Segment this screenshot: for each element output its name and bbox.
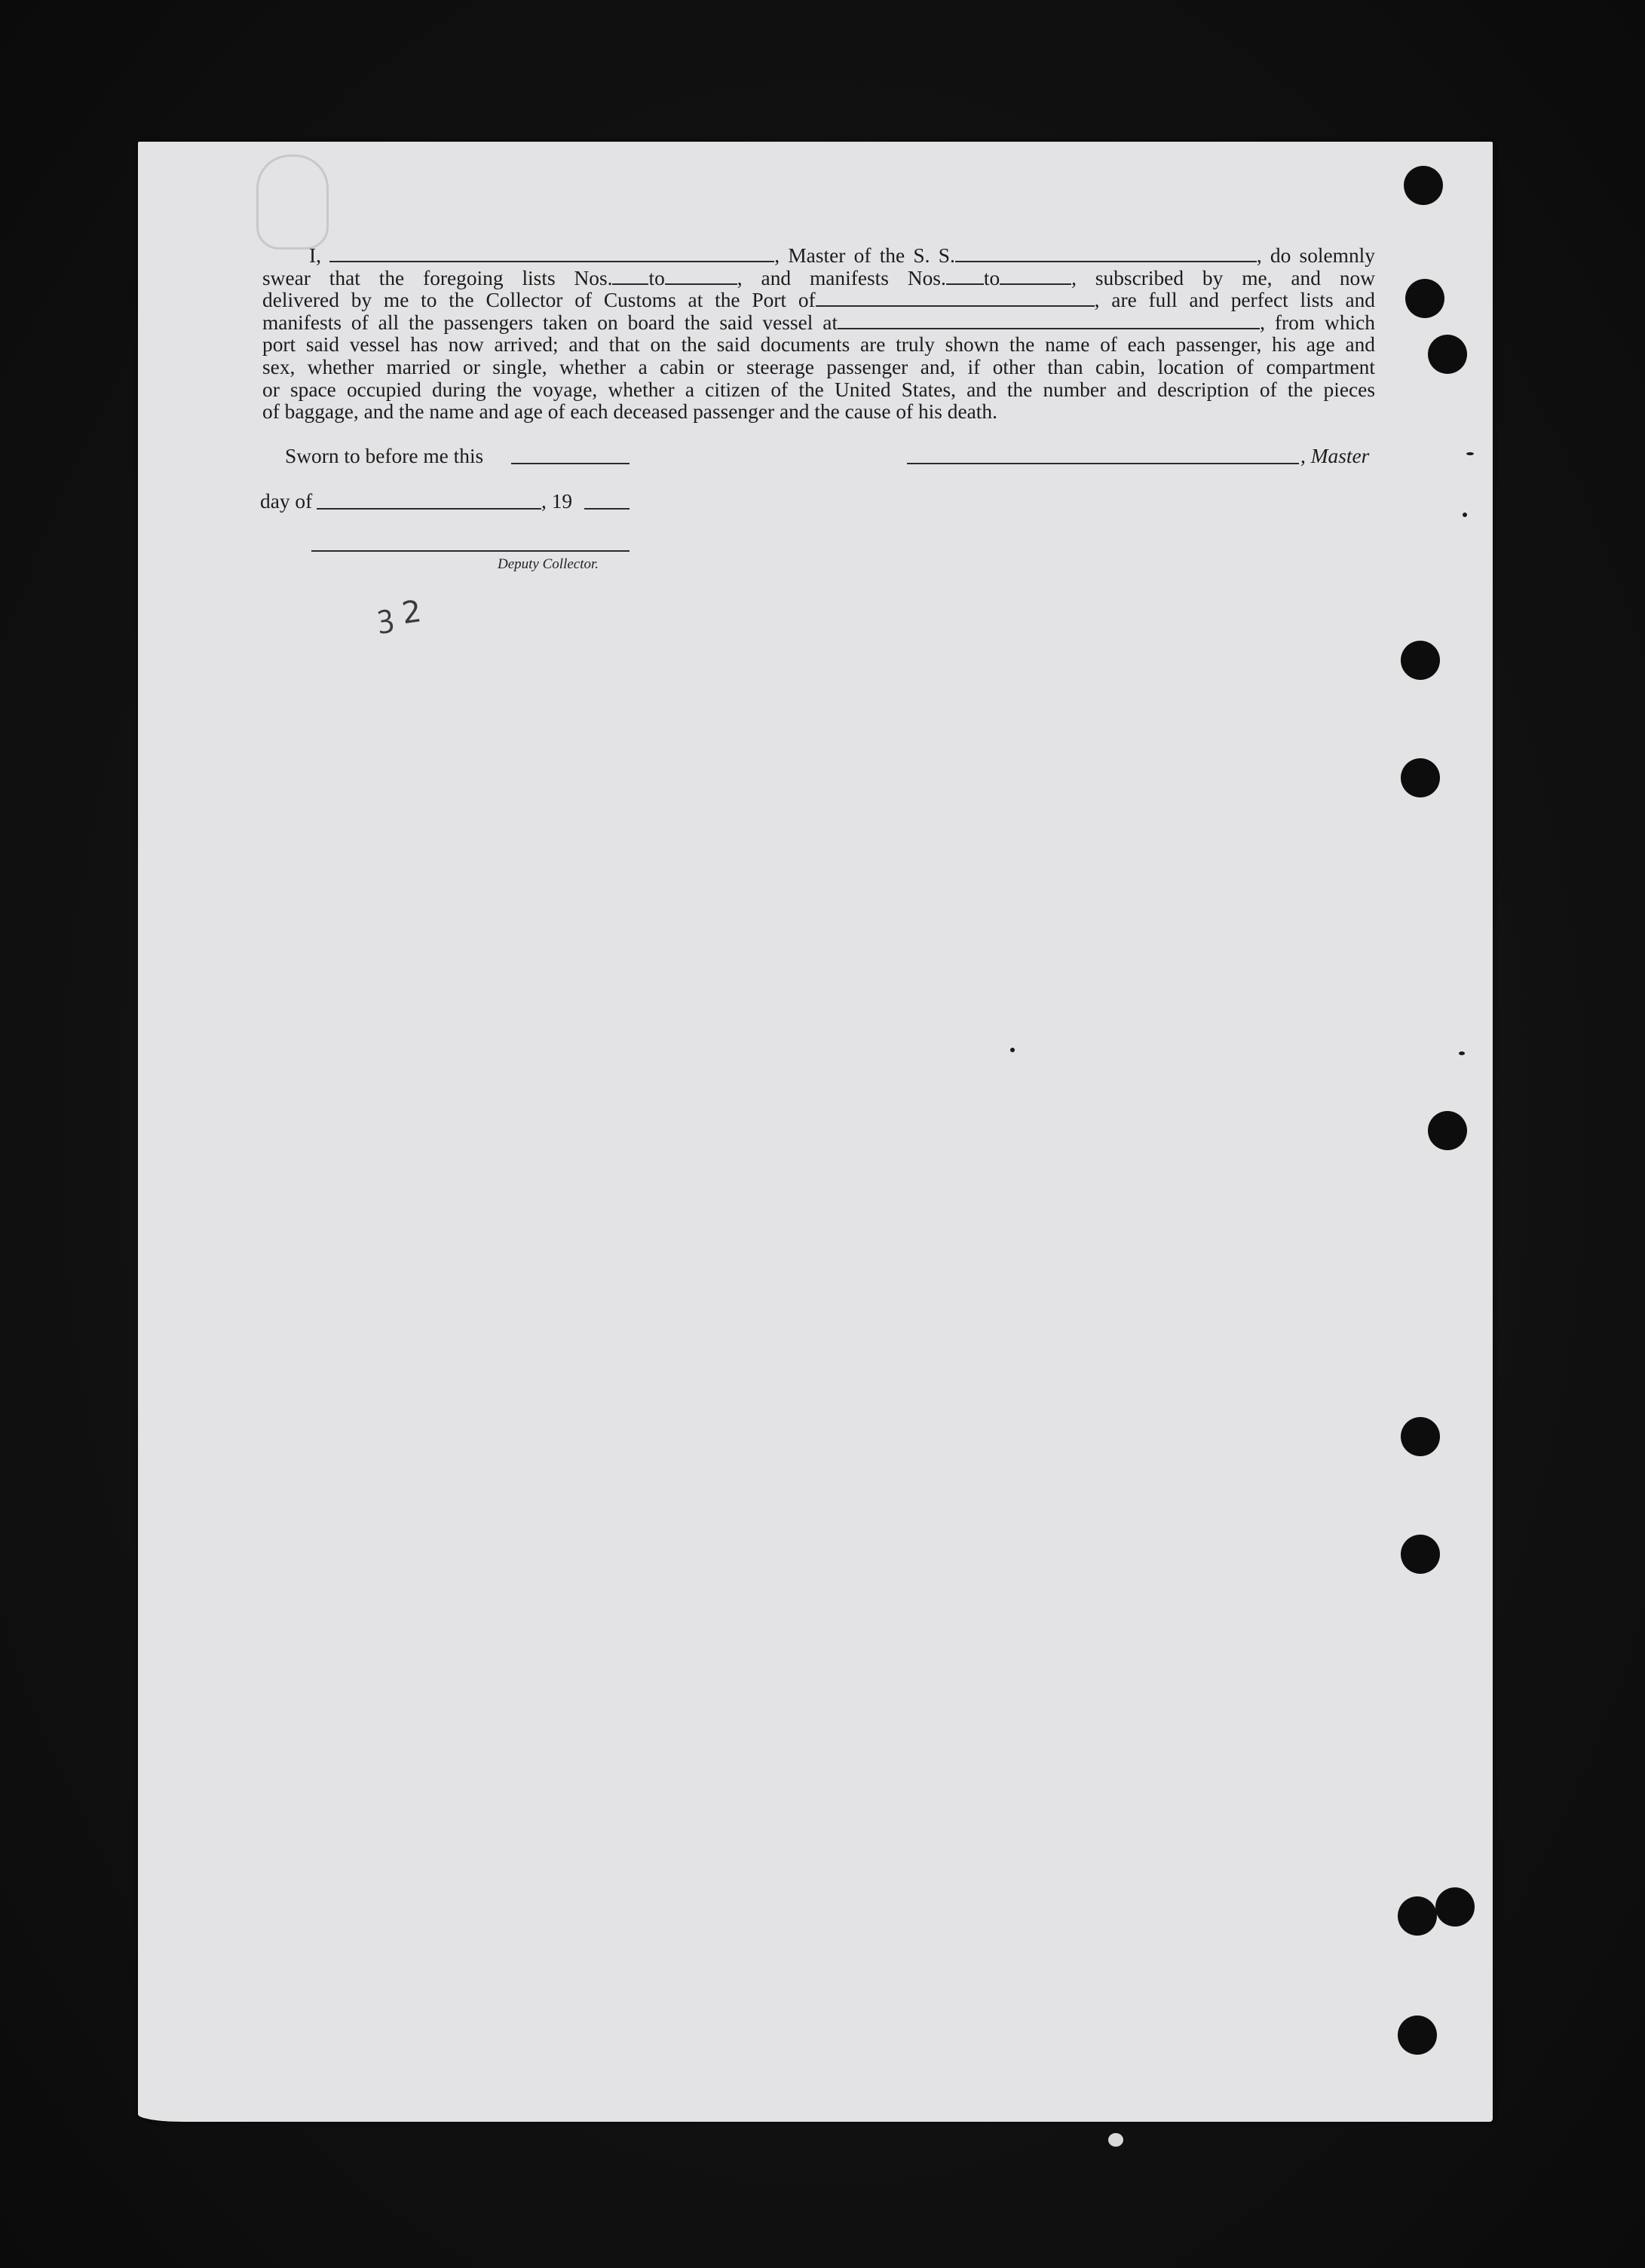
speck (1010, 1048, 1015, 1052)
punch-hole (1401, 641, 1440, 680)
year-blank[interactable] (584, 508, 630, 510)
master-name-blank[interactable] (329, 246, 774, 262)
oath-line-3: delivered by me to the Collector of Customs at the Port of , are full and perfect lists and (262, 289, 1376, 312)
speck (1108, 2133, 1123, 2147)
sworn-day-blank[interactable] (511, 463, 630, 464)
speck (1466, 452, 1474, 455)
punch-hole (1428, 1111, 1467, 1150)
faded-stamp (256, 155, 329, 249)
manifests-from-blank[interactable] (946, 268, 984, 285)
punch-hole (1405, 279, 1444, 318)
month-blank[interactable] (317, 508, 541, 510)
departure-port-blank[interactable] (838, 313, 1260, 329)
sworn-label: Sworn to before me this (285, 445, 484, 467)
oath-line-5: port said vessel has now arrived; and that on the said documents are truly shown the name of each passenger, his age and (262, 333, 1375, 357)
year-prefix: , 19 (541, 490, 573, 513)
speck (1459, 1051, 1465, 1055)
punch-hole (1401, 1417, 1440, 1456)
punch-hole (1401, 1535, 1440, 1574)
master-signature-blank[interactable] (907, 463, 1299, 464)
day-of-label: day of (260, 490, 313, 513)
oath-line-4: manifests of all the passengers taken on board the said vessel at , from which (262, 311, 1375, 334)
oath-line-6: sex, whether married or single, whether a cabin or steerage passenger and, if other than cabin, location of compartment (262, 355, 1375, 378)
manifests-to-blank[interactable] (1000, 268, 1071, 285)
speck (1463, 513, 1467, 517)
master-label: , Master (1300, 445, 1370, 467)
punch-hole (1404, 166, 1443, 205)
punch-hole (1435, 1887, 1475, 1927)
oath-line-2: swear that the foregoing lists Nos. to , and manifests Nos. to , subscribed by me, and now (262, 266, 1375, 289)
deputy-collector-signature-blank[interactable] (311, 550, 630, 552)
punch-hole (1398, 2015, 1437, 2055)
oath-line-7: or space occupied during the voyage, whether a citizen of the United States, and the number and description of the pieces (262, 378, 1375, 401)
document-page (138, 142, 1493, 2122)
punch-hole (1401, 758, 1440, 797)
oath-line-1: I, , Master of the S. S. , do solemnly (309, 244, 1375, 267)
master-oath-paragraph (262, 245, 1375, 424)
ship-name-blank[interactable] (955, 246, 1257, 262)
deputy-collector-label: Deputy Collector. (498, 556, 599, 572)
punch-hole (1398, 1896, 1437, 1936)
port-blank[interactable] (816, 290, 1095, 307)
lists-from-blank[interactable] (612, 268, 648, 285)
punch-hole (1428, 335, 1467, 374)
handwritten-mark: ꝫ 2 (375, 594, 424, 635)
oath-line-8: of baggage, and the name and age of each deceased passenger and the cause of his death. (262, 400, 997, 424)
lists-to-blank[interactable] (665, 268, 737, 285)
